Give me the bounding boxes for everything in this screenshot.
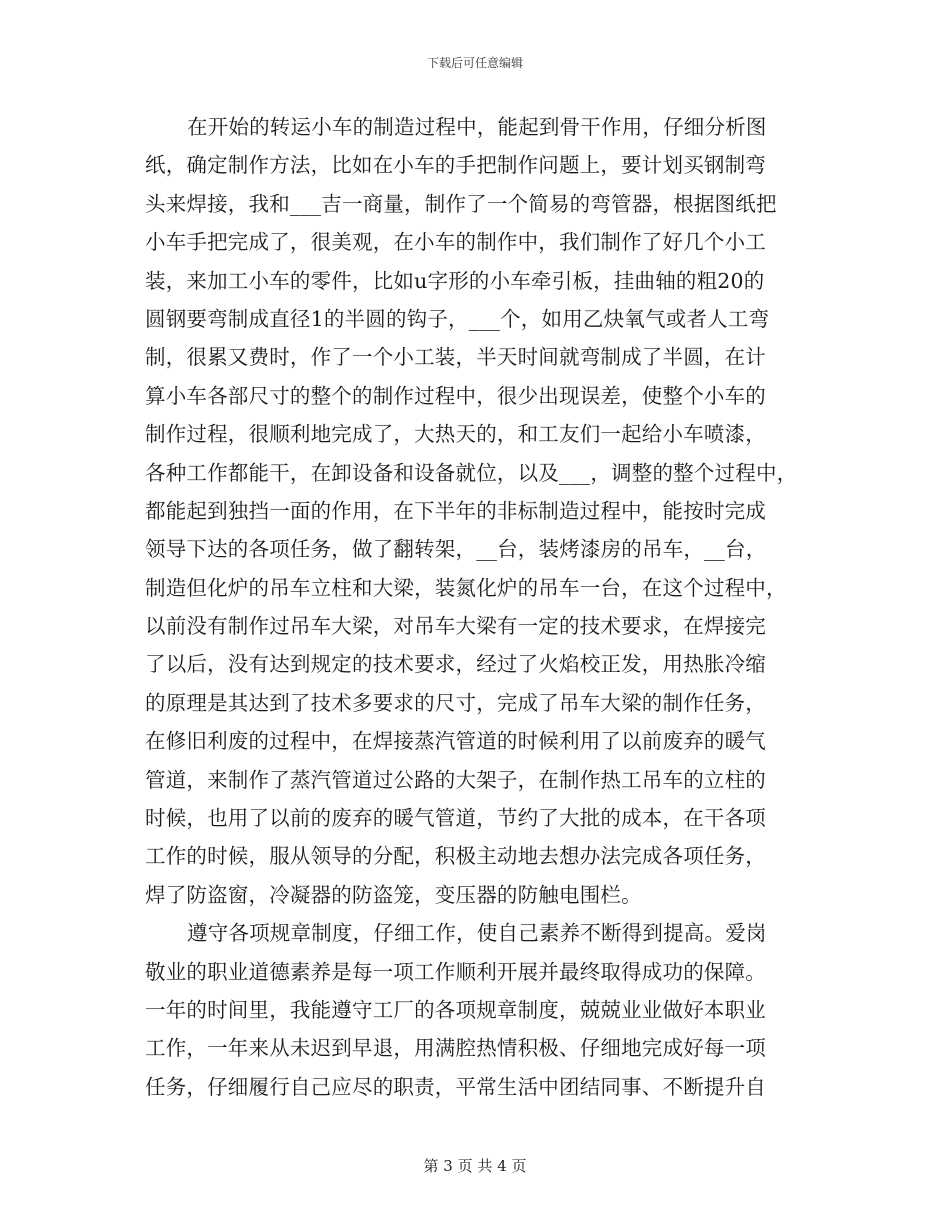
paragraph-line: 算小车各部尺寸的整个的制作过程中，很少出现误差，使整个小车的 bbox=[145, 383, 766, 408]
page-header: 下载后可任意编辑 bbox=[426, 56, 523, 70]
paragraph-line: 纸，确定制作方法，比如在小车的手把制作问题上，要计划买钢制弯 bbox=[145, 153, 766, 178]
paragraph-line: 领导下达的各项任务，做了翻转架，__台，装烤漆房的吊车，__台， bbox=[145, 537, 767, 562]
document-body bbox=[145, 108, 815, 1106]
paragraph-line: 遵守各项规章制度，仔细工作，使自己素养不断得到提高。爱岗 bbox=[187, 921, 767, 946]
paragraph-line: 敬业的职业道德素养是每一项工作顺利开展并最终取得成功的保障。 bbox=[145, 959, 766, 984]
paragraph-line: 时候，也用了以前的废弃的暖气管道，节约了大批的成本，在干各项 bbox=[145, 806, 766, 831]
paragraph-line: 制，很累又费时，作了一个小工装，半天时间就弯制成了半圆，在计 bbox=[145, 345, 766, 370]
paragraph-line: 了以后，没有达到规定的技术要求，经过了火焰校正发，用热胀冷缩 bbox=[145, 652, 766, 677]
paragraph-line: 工作，一年来从未迟到早退，用满腔热情积极、仔细地完成好每一项 bbox=[145, 1036, 766, 1061]
paragraph-line: 工作的时候，服从领导的分配，积极主动地去想办法完成各项任务， bbox=[145, 844, 766, 869]
paragraph-line: 装，来加工小车的零件，比如u字形的小车牵引板，挂曲轴的粗20的 bbox=[145, 268, 765, 293]
paragraph-line: 以前没有制作过吊车大梁，对吊车大梁有一定的技术要求，在焊接完 bbox=[145, 614, 766, 639]
paragraph-line: 任务，仔细履行自己应尽的职责，平常生活中团结同事、不断提升自 bbox=[145, 1074, 766, 1099]
page-number: 第 3 页 共 4 页 bbox=[423, 1157, 527, 1175]
paragraph-line: 制作过程，很顺利地完成了，大热天的，和工友们一起给小车喷漆， bbox=[145, 422, 766, 447]
paragraph-line: 管道，来制作了蒸汽管道过公路的大架子，在制作热工吊车的立柱的 bbox=[145, 767, 766, 792]
paragraph-line: 圆钢要弯制成直径1的半圆的钩子，___个，如用乙炔氧气或者人工弯 bbox=[145, 306, 770, 331]
paragraph-line: 在修旧利废的过程中，在焊接蒸汽管道的时候利用了以前废弃的暖气 bbox=[145, 729, 766, 754]
paragraph-line: 都能起到独挡一面的作用，在下半年的非标制造过程中，能按时完成 bbox=[145, 498, 766, 523]
paragraph-line: 小车手把完成了，很美观，在小车的制作中，我们制作了好几个小工 bbox=[145, 230, 766, 255]
paragraph-line: 的原理是其达到了技术多要求的尺寸，完成了吊车大梁的制作任务， bbox=[145, 690, 766, 715]
paragraph-line: 制造但化炉的吊车立柱和大梁，装氮化炉的吊车一台，在这个过程中， bbox=[145, 575, 787, 600]
paragraph-line: 在开始的转运小车的制造过程中，能起到骨干作用，仔细分析图 bbox=[187, 115, 767, 139]
paragraph-line: 各种工作都能干，在卸设备和设备就位，以及___，调整的整个过程中， bbox=[145, 460, 798, 485]
paragraph-line: 头来焊接，我和___吉一商量，制作了一个简易的弯管器，根据图纸把 bbox=[145, 191, 777, 216]
paragraph-line: 焊了防盗窗，冷凝器的防盗笼，变压器的防触电围栏。 bbox=[145, 882, 642, 907]
paragraph-line: 一年的时间里，我能遵守工厂的各项规章制度，兢兢业业做好本职业 bbox=[145, 997, 766, 1022]
